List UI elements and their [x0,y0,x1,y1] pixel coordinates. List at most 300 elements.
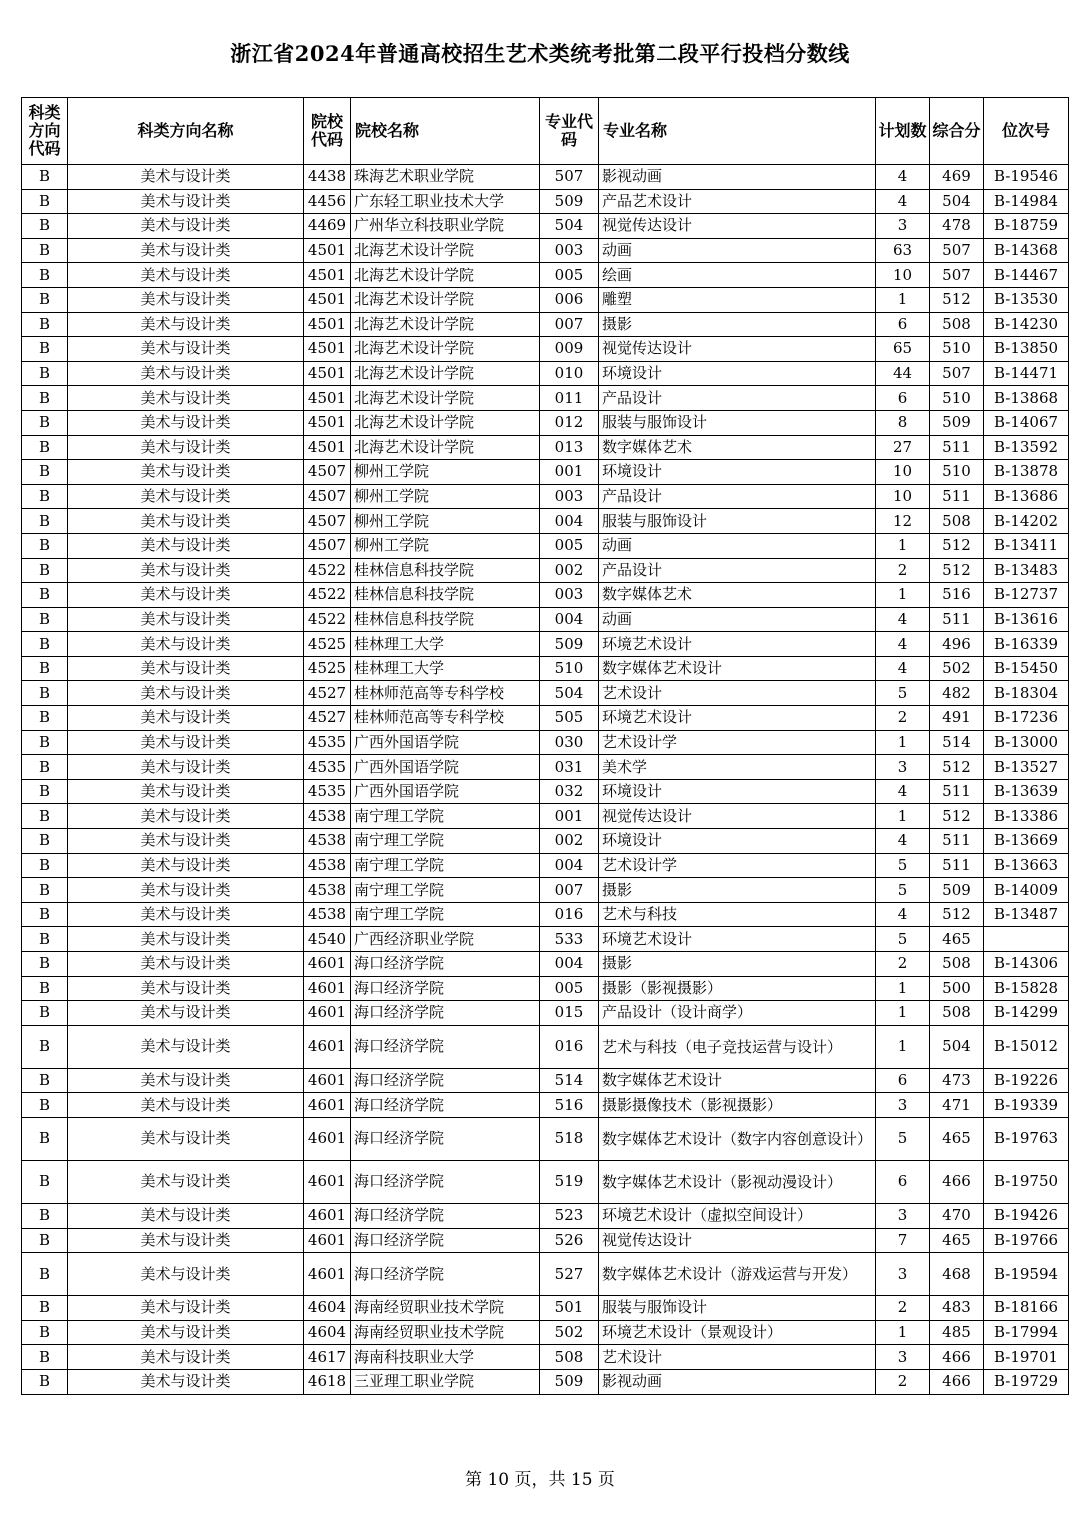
cell-school-code: 4601 [304,1160,351,1203]
cell-plan-count: 4 [876,656,930,681]
cell-school-name: 海南科技职业大学 [351,1345,540,1370]
table-row [22,214,1069,239]
cell-score: 507 [930,361,984,386]
cell-score: 471 [930,1093,984,1118]
header-major-name: 专业名称 [599,98,876,165]
cell-rank: B-18759 [984,214,1069,239]
cell-category-code: B [22,1068,68,1093]
cell-school-name: 柳州工学院 [351,509,540,534]
cell-school-code: 4438 [304,165,351,190]
cell-score: 473 [930,1068,984,1093]
cell-major-code: 526 [540,1228,599,1253]
cell-plan-count: 2 [876,706,930,731]
cell-score: 514 [930,730,984,755]
cell-category-code: B [22,878,68,903]
cell-major-code: 509 [540,189,599,214]
cell-school-name: 海南经贸职业技术学院 [351,1320,540,1345]
cell-plan-count: 6 [876,1160,930,1203]
cell-category-code: B [22,976,68,1001]
cell-category-name: 美术与设计类 [68,656,304,681]
cell-category-name: 美术与设计类 [68,829,304,854]
cell-plan-count: 4 [876,902,930,927]
cell-plan-count: 6 [876,1068,930,1093]
cell-plan-count: 3 [876,214,930,239]
cell-score: 482 [930,681,984,706]
cell-category-code: B [22,1203,68,1228]
cell-school-code: 4501 [304,238,351,263]
cell-rank: B-14467 [984,263,1069,288]
cell-rank: B-18304 [984,681,1069,706]
cell-school-code: 4501 [304,361,351,386]
cell-school-name: 北海艺术设计学院 [351,287,540,312]
cell-plan-count: 4 [876,607,930,632]
cell-school-name: 广西外国语学院 [351,755,540,780]
cell-category-code: B [22,435,68,460]
cell-major-name: 视觉传达设计 [599,1228,876,1253]
cell-category-code: B [22,1160,68,1203]
cell-major-code: 003 [540,583,599,608]
cell-plan-count: 4 [876,632,930,657]
cell-category-code: B [22,1296,68,1321]
cell-school-name: 海口经济学院 [351,1160,540,1203]
cell-rank: B-13868 [984,386,1069,411]
cell-score: 512 [930,558,984,583]
cell-major-name: 摄影 [599,878,876,903]
cell-category-name: 美术与设计类 [68,1025,304,1068]
header-plan-count: 计划数 [876,98,930,165]
cell-school-name: 海口经济学院 [351,1068,540,1093]
cell-category-name: 美术与设计类 [68,632,304,657]
cell-plan-count: 6 [876,312,930,337]
cell-school-name: 广西外国语学院 [351,779,540,804]
cell-school-name: 海口经济学院 [351,1203,540,1228]
cell-rank: B-19426 [984,1203,1069,1228]
cell-category-code: B [22,558,68,583]
cell-major-code: 007 [540,878,599,903]
cell-school-code: 4525 [304,656,351,681]
cell-school-name: 广州华立科技职业学院 [351,214,540,239]
table-row [22,263,1069,288]
cell-major-code: 011 [540,386,599,411]
cell-major-name: 数字媒体艺术设计（游戏运营与开发） [599,1253,876,1296]
cell-major-name: 视觉传达设计 [599,804,876,829]
cell-school-code: 4469 [304,214,351,239]
table-row [22,1320,1069,1345]
cell-category-name: 美术与设计类 [68,927,304,952]
cell-school-name: 桂林信息科技学院 [351,558,540,583]
header-school-name: 院校名称 [351,98,540,165]
table-row [22,435,1069,460]
cell-category-name: 美术与设计类 [68,1001,304,1026]
cell-school-name: 北海艺术设计学院 [351,386,540,411]
cell-major-name: 数字媒体艺术 [599,583,876,608]
cell-school-name: 桂林信息科技学院 [351,583,540,608]
cell-school-code: 4501 [304,410,351,435]
cell-plan-count: 1 [876,804,930,829]
cell-score: 516 [930,583,984,608]
table-row [22,1203,1069,1228]
cell-major-code: 514 [540,1068,599,1093]
table-row [22,681,1069,706]
cell-category-code: B [22,1228,68,1253]
cell-rank: B-13663 [984,853,1069,878]
cell-major-name: 摄影 [599,312,876,337]
cell-school-name: 北海艺术设计学院 [351,312,540,337]
cell-category-name: 美术与设计类 [68,1093,304,1118]
cell-major-code: 002 [540,558,599,583]
cell-score: 510 [930,386,984,411]
cell-major-name: 产品设计 [599,386,876,411]
cell-plan-count: 6 [876,386,930,411]
cell-school-code: 4501 [304,337,351,362]
cell-category-code: B [22,681,68,706]
cell-category-code: B [22,1093,68,1118]
cell-school-name: 珠海艺术职业学院 [351,165,540,190]
cell-score: 512 [930,533,984,558]
cell-major-name: 艺术设计学 [599,730,876,755]
cell-category-code: B [22,1369,68,1394]
cell-major-name: 影视动画 [599,165,876,190]
table-row [22,460,1069,485]
cell-category-name: 美术与设计类 [68,238,304,263]
table-row [22,484,1069,509]
cell-score: 512 [930,755,984,780]
cell-major-name: 动画 [599,607,876,632]
cell-major-name: 产品设计（设计商学） [599,1001,876,1026]
cell-school-name: 三亚理工职业学院 [351,1369,540,1394]
cell-rank: B-14471 [984,361,1069,386]
cell-school-code: 4522 [304,607,351,632]
cell-major-code: 004 [540,952,599,977]
table-row [22,312,1069,337]
table-row [22,1001,1069,1026]
cell-school-code: 4540 [304,927,351,952]
cell-major-code: 516 [540,1093,599,1118]
cell-school-name: 海口经济学院 [351,1117,540,1160]
cell-category-name: 美术与设计类 [68,165,304,190]
cell-rank: B-19750 [984,1160,1069,1203]
cell-rank: B-13527 [984,755,1069,780]
cell-score: 509 [930,878,984,903]
cell-major-code: 003 [540,238,599,263]
cell-school-code: 4538 [304,878,351,903]
cell-rank: B-19226 [984,1068,1069,1093]
cell-major-code: 510 [540,656,599,681]
cell-category-code: B [22,287,68,312]
cell-score: 507 [930,263,984,288]
cell-major-code: 502 [540,1320,599,1345]
cell-category-code: B [22,632,68,657]
cell-major-code: 518 [540,1117,599,1160]
table-row [22,1228,1069,1253]
cell-plan-count: 10 [876,263,930,288]
cell-rank: B-14368 [984,238,1069,263]
cell-rank: B-16339 [984,632,1069,657]
cell-category-name: 美术与设计类 [68,1345,304,1370]
cell-category-name: 美术与设计类 [68,214,304,239]
cell-major-name: 环境艺术设计 [599,706,876,731]
cell-category-name: 美术与设计类 [68,337,304,362]
cell-plan-count: 5 [876,681,930,706]
cell-category-name: 美术与设计类 [68,1068,304,1093]
cell-major-name: 影视动画 [599,1369,876,1394]
cell-plan-count: 2 [876,1369,930,1394]
cell-major-code: 007 [540,312,599,337]
table-row [22,829,1069,854]
cell-school-name: 南宁理工学院 [351,878,540,903]
cell-major-name: 环境艺术设计（虚拟空间设计） [599,1203,876,1228]
table-row [22,656,1069,681]
page-footer: 第 10 页，共 15 页 [465,1470,615,1490]
cell-major-name: 艺术设计学 [599,853,876,878]
cell-major-code: 010 [540,361,599,386]
table-row [22,287,1069,312]
table-row [22,755,1069,780]
cell-score: 470 [930,1203,984,1228]
cell-rank: B-13669 [984,829,1069,854]
cell-category-name: 美术与设计类 [68,435,304,460]
cell-category-code: B [22,952,68,977]
table-row [22,779,1069,804]
cell-category-code: B [22,1117,68,1160]
cell-score: 466 [930,1160,984,1203]
cell-major-name: 摄影 [599,952,876,977]
cell-rank: B-13487 [984,902,1069,927]
cell-category-name: 美术与设计类 [68,361,304,386]
cell-plan-count: 5 [876,1117,930,1160]
table-row [22,952,1069,977]
cell-rank: B-18166 [984,1296,1069,1321]
cell-rank: B-13530 [984,287,1069,312]
page-title: 浙江省2024年普通高校招生艺术类统考批第二段平行投档分数线 [230,41,850,66]
table-row [22,509,1069,534]
table-row [22,533,1069,558]
table-header-row [22,98,1069,165]
cell-plan-count: 10 [876,460,930,485]
table-row [22,165,1069,190]
cell-major-code: 501 [540,1296,599,1321]
cell-category-name: 美术与设计类 [68,902,304,927]
cell-category-name: 美术与设计类 [68,558,304,583]
cell-school-name: 海口经济学院 [351,1001,540,1026]
table-row [22,730,1069,755]
cell-major-code: 004 [540,853,599,878]
cell-major-name: 产品艺术设计 [599,189,876,214]
cell-major-name: 产品设计 [599,558,876,583]
cell-school-name: 南宁理工学院 [351,902,540,927]
cell-school-name: 北海艺术设计学院 [351,435,540,460]
cell-category-code: B [22,902,68,927]
cell-major-name: 数字媒体艺术设计（数字内容创意设计） [599,1117,876,1160]
cell-score: 478 [930,214,984,239]
cell-category-name: 美术与设计类 [68,533,304,558]
cell-category-name: 美术与设计类 [68,681,304,706]
cell-category-code: B [22,1320,68,1345]
cell-major-name: 数字媒体艺术设计（影视动漫设计） [599,1160,876,1203]
cell-category-name: 美术与设计类 [68,853,304,878]
cell-major-name: 动画 [599,238,876,263]
table-row [22,1253,1069,1296]
cell-plan-count: 1 [876,287,930,312]
cell-school-name: 柳州工学院 [351,460,540,485]
cell-score: 512 [930,902,984,927]
cell-major-name: 动画 [599,533,876,558]
cell-rank: B-14230 [984,312,1069,337]
cell-major-name: 视觉传达设计 [599,214,876,239]
cell-school-code: 4527 [304,681,351,706]
cell-category-name: 美术与设计类 [68,1296,304,1321]
cell-category-name: 美术与设计类 [68,804,304,829]
cell-major-code: 015 [540,1001,599,1026]
cell-school-name: 海口经济学院 [351,1025,540,1068]
cell-score: 508 [930,312,984,337]
cell-major-code: 504 [540,214,599,239]
cell-plan-count: 2 [876,952,930,977]
cell-category-code: B [22,755,68,780]
cell-category-name: 美术与设计类 [68,755,304,780]
table-row [22,1068,1069,1093]
table-row [22,1117,1069,1160]
cell-category-code: B [22,730,68,755]
cell-category-code: B [22,706,68,731]
cell-major-name: 产品设计 [599,484,876,509]
cell-score: 508 [930,1001,984,1026]
cell-school-code: 4525 [304,632,351,657]
cell-category-name: 美术与设计类 [68,952,304,977]
score-table [21,97,1069,1395]
cell-rank [984,927,1069,952]
table-row [22,804,1069,829]
cell-rank: B-15828 [984,976,1069,1001]
cell-plan-count: 4 [876,829,930,854]
cell-school-name: 南宁理工学院 [351,853,540,878]
cell-school-name: 桂林师范高等专科学校 [351,706,540,731]
cell-rank: B-13483 [984,558,1069,583]
cell-category-code: B [22,607,68,632]
cell-major-code: 013 [540,435,599,460]
cell-rank: B-19763 [984,1117,1069,1160]
cell-plan-count: 27 [876,435,930,460]
cell-category-code: B [22,410,68,435]
cell-school-name: 海口经济学院 [351,1228,540,1253]
cell-category-code: B [22,583,68,608]
cell-category-code: B [22,165,68,190]
cell-major-code: 533 [540,927,599,952]
cell-score: 496 [930,632,984,657]
cell-school-code: 4456 [304,189,351,214]
cell-school-name: 广东轻工职业技术大学 [351,189,540,214]
cell-major-code: 012 [540,410,599,435]
cell-category-code: B [22,829,68,854]
table-row [22,853,1069,878]
table-row [22,189,1069,214]
cell-score: 500 [930,976,984,1001]
cell-rank: B-13000 [984,730,1069,755]
cell-major-code: 009 [540,337,599,362]
cell-school-code: 4507 [304,484,351,509]
cell-school-code: 4604 [304,1296,351,1321]
cell-rank: B-19594 [984,1253,1069,1296]
cell-major-code: 002 [540,829,599,854]
cell-school-code: 4507 [304,509,351,534]
cell-category-code: B [22,927,68,952]
cell-score: 511 [930,607,984,632]
table-row [22,1160,1069,1203]
cell-school-name: 广西经济职业学院 [351,927,540,952]
cell-major-code: 016 [540,1025,599,1068]
cell-major-code: 504 [540,681,599,706]
cell-major-name: 环境艺术设计（景观设计） [599,1320,876,1345]
cell-school-code: 4601 [304,1253,351,1296]
cell-major-name: 环境设计 [599,779,876,804]
table-row [22,1369,1069,1394]
cell-category-name: 美术与设计类 [68,189,304,214]
table-row [22,976,1069,1001]
table-row [22,902,1069,927]
table-row [22,337,1069,362]
table-row [22,361,1069,386]
cell-major-code: 030 [540,730,599,755]
cell-rank: B-15450 [984,656,1069,681]
cell-category-code: B [22,189,68,214]
header-category-name: 科类方向名称 [68,98,304,165]
cell-plan-count: 4 [876,779,930,804]
cell-plan-count: 1 [876,583,930,608]
cell-major-code: 004 [540,509,599,534]
cell-rank: B-17236 [984,706,1069,731]
cell-category-code: B [22,263,68,288]
cell-school-name: 北海艺术设计学院 [351,361,540,386]
cell-school-name: 海南经贸职业技术学院 [351,1296,540,1321]
cell-rank: B-19339 [984,1093,1069,1118]
cell-plan-count: 1 [876,533,930,558]
cell-category-name: 美术与设计类 [68,607,304,632]
cell-rank: B-12737 [984,583,1069,608]
cell-score: 491 [930,706,984,731]
cell-category-name: 美术与设计类 [68,1203,304,1228]
cell-category-code: B [22,1001,68,1026]
cell-major-code: 509 [540,632,599,657]
cell-plan-count: 4 [876,165,930,190]
table-row [22,1345,1069,1370]
cell-school-code: 4507 [304,460,351,485]
cell-category-name: 美术与设计类 [68,287,304,312]
cell-major-name: 服装与服饰设计 [599,509,876,534]
cell-category-name: 美术与设计类 [68,1160,304,1203]
cell-plan-count: 65 [876,337,930,362]
cell-school-code: 4601 [304,1068,351,1093]
cell-category-name: 美术与设计类 [68,1228,304,1253]
cell-category-code: B [22,533,68,558]
cell-category-code: B [22,386,68,411]
cell-score: 507 [930,238,984,263]
cell-major-code: 031 [540,755,599,780]
cell-major-code: 527 [540,1253,599,1296]
cell-score: 511 [930,484,984,509]
cell-major-code: 507 [540,165,599,190]
cell-school-name: 桂林信息科技学院 [351,607,540,632]
cell-plan-count: 1 [876,976,930,1001]
cell-school-code: 4604 [304,1320,351,1345]
cell-school-name: 海口经济学院 [351,1093,540,1118]
cell-major-code: 006 [540,287,599,312]
cell-category-name: 美术与设计类 [68,263,304,288]
cell-school-code: 4501 [304,312,351,337]
cell-category-code: B [22,238,68,263]
cell-school-name: 柳州工学院 [351,484,540,509]
cell-plan-count: 5 [876,878,930,903]
table-row [22,878,1069,903]
